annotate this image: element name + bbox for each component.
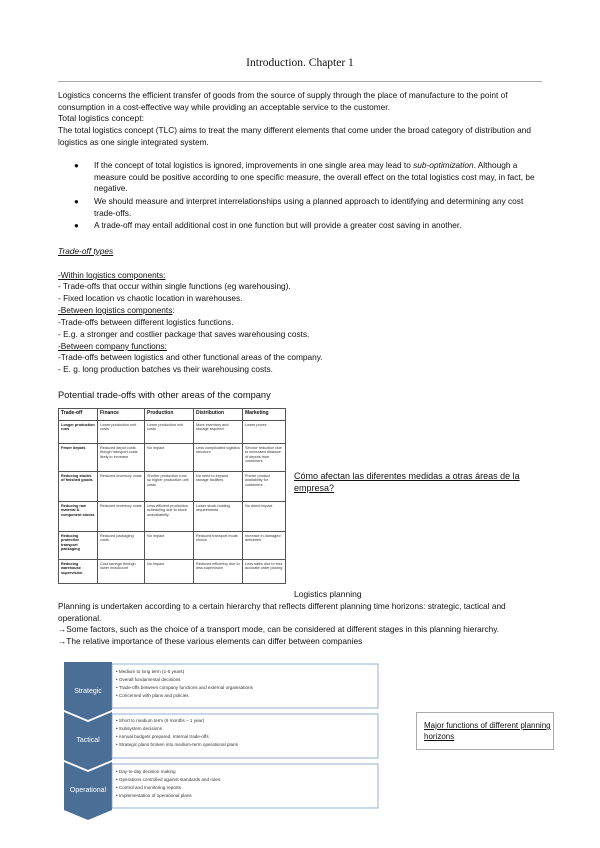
strategic-item: • Trade-offs between company functions and external organisations [116, 685, 253, 690]
tradeoff-types-heading: Trade-off types [58, 246, 114, 256]
operational-label: Operational [69, 787, 107, 794]
within-heading: -Within logistics components: [58, 270, 166, 280]
table-cell: Increase in damaged deliveries [243, 532, 286, 560]
strategic-label: Strategic [74, 688, 102, 695]
table-cell: Reducing protective transport packaging [59, 532, 98, 560]
operational-item: • Control and monitoring reports [116, 785, 181, 790]
company-heading: -Between company functions: [58, 341, 167, 351]
table-cell: No impact [145, 444, 194, 472]
bullet-text: If the concept of total logistics is ignored, improvements in one single area may lead to sub-optimization. Although a measure could be positive according to one specific measure, the overall effect on the total logistics cost may, in fact, be negative. [94, 160, 535, 193]
strategic-level [64, 662, 378, 720]
between-heading: -Between logistics components: [58, 305, 175, 315]
planning-arrow-1: →Some factors, such as the choice of a transport mode, can be considered at different stages in this planning hierarchy. [58, 624, 500, 634]
table-cell: No impact [145, 560, 194, 584]
table-cell: No need to expand storage facilities [194, 472, 243, 502]
title-divider [58, 81, 542, 82]
table-cell: Reduced transport mode choice [194, 532, 243, 560]
strategic-item: • Medium to long term (1-5 years) [116, 669, 185, 674]
bullet-text: A trade-off may entail additional cost in one function but will provide a greater cost saving in another. [94, 220, 462, 230]
bullet-dot-icon: ● [74, 161, 79, 170]
operational-item: • Implementation of operational plans [116, 793, 192, 798]
table-cell: Reduced depot costs though transport costs likely to increase [98, 444, 145, 472]
strategic-item: • Overall fundamental decisions [116, 677, 181, 682]
table-row [59, 444, 286, 472]
tactical-label: Tactical [76, 737, 100, 744]
tlc-paragraph: The total logistics concept (TLC) aims to treat the many different elements that come under the broad category of distribution and logistics as one single integrated system. [58, 125, 532, 147]
planning-arrow-2: →The relative importance of these various elements can differ between companies [58, 636, 363, 646]
bullet-text: We should measure and interpret interrelationships using a planned approach to identifying and determining any cost trade-offs. [94, 196, 524, 218]
table-cell: Lower production unit costs [145, 421, 194, 444]
table-header-cell: Trade-off [59, 409, 98, 421]
operational-item: • Day-to-day decision making [116, 769, 176, 774]
table-cell: No direct impact [243, 502, 286, 532]
within-line-2: - Fixed location vs chaotic location in warehouses. [58, 293, 243, 303]
table-cell: Reduced inventory costs [98, 502, 145, 532]
tactical-item: • Short to medium term (6 months – 1 year) [116, 718, 205, 723]
planning-paragraph: Planning is undertaken according to a certain hierarchy that reflects different planning time horizons: strategic, tactical and operational. [58, 601, 506, 623]
intro-paragraph: Logistics concerns the efficient transfer of goods from the source of supply through the place of manufacture to the point of consumption in a cost-effective way while providing an acceptable service to the customer. [58, 90, 508, 112]
bullet-item [74, 196, 540, 220]
table-cell: Poorer product availability for customers [243, 472, 286, 502]
bullet-item [74, 160, 540, 196]
bullet-item [74, 220, 540, 232]
table-cell: Reduced inventory costs [98, 472, 145, 502]
tradeoff-table [58, 408, 286, 584]
table-cell: Cost savings through lower headcount [98, 560, 145, 584]
table-cell: Reduced packaging costs [98, 532, 145, 560]
operational-level [64, 762, 378, 820]
table-cell: Lower production unit costs [98, 421, 145, 444]
table-cell: Reducing stocks of finished goods [59, 472, 98, 502]
tlc-heading: Total logistics concept: [58, 113, 144, 123]
tactical-item: • Subsystem decisions [116, 726, 163, 731]
company-line-1: -Trade-offs between logistics and other functional areas of the company. [58, 352, 323, 362]
table-cell: Shorter production runs so higher production unit costs [145, 472, 194, 502]
table-cell: Reducing warehouse supervision [59, 560, 98, 584]
table-cell: Longer production runs [59, 421, 98, 444]
between-line-1: -Trade-offs between different logistics functions. [58, 317, 234, 327]
bullet-dot-icon: ● [74, 197, 79, 206]
page-title: Introduction. Chapter 1 [246, 57, 354, 69]
table-row [59, 532, 286, 560]
table-cell: Less complicated logistics structure [194, 444, 243, 472]
table-cell: Service reduction due to increased distance of depots from customers [243, 444, 286, 472]
tactical-item: • Annual budgets prepared. Internal trade-offs [116, 734, 209, 739]
table-row [59, 421, 286, 444]
between-line-2: - E.g. a stronger and costlier package that saves warehousing costs. [58, 329, 310, 339]
table-cell: Less efficient production scheduling due to stock unavailability [145, 502, 194, 532]
planning-hierarchy-diagram [62, 662, 380, 848]
tactical-level [64, 712, 378, 770]
tactical-item: • Strategic plans broken into medium-term operational plans [116, 742, 238, 747]
table-cell: Lower prices [243, 421, 286, 444]
table-header-cell: Marketing [243, 409, 286, 421]
strategic-item: • Concerned with plans and policies [116, 693, 189, 698]
effects-question-link[interactable]: Cómo afectan las diferentes medidas a otras áreas de la empresa? [294, 471, 520, 493]
table-cell: More inventory and storage required [194, 421, 243, 444]
table-cell: Reducing raw material & component stocks [59, 502, 98, 532]
company-line-2: - E. g. long production batches vs their warehousing costs. [58, 364, 273, 374]
table-row [59, 502, 286, 532]
table-row [59, 560, 286, 584]
major-functions-link[interactable]: Major functions of different planning horizons [424, 721, 551, 741]
table-cell: No impact [145, 532, 194, 560]
within-line-1: - Trade-offs that occur within single functions (eg warehousing). [58, 281, 291, 291]
table-cell: Lower stock-holding requirements [194, 502, 243, 532]
table-cell: Reduced efficiency due to less supervision [194, 560, 243, 584]
operational-item: • Operations controlled against standards and rules [116, 777, 221, 782]
table-header-cell: Distribution [194, 409, 243, 421]
table-header-cell: Finance [98, 409, 145, 421]
table-header-cell: Production [145, 409, 194, 421]
table-row [59, 472, 286, 502]
table-header-row [59, 409, 286, 421]
bullet-dot-icon: ● [74, 221, 79, 230]
major-functions-box [416, 712, 554, 750]
planning-heading: Logistics planning [294, 589, 362, 599]
table-cell: Fewer depots [59, 444, 98, 472]
potential-tradeoffs-caption: Potential trade-offs with other areas of the company [58, 390, 271, 400]
table-cell: Less sales due to less accurate order picking [243, 560, 286, 584]
